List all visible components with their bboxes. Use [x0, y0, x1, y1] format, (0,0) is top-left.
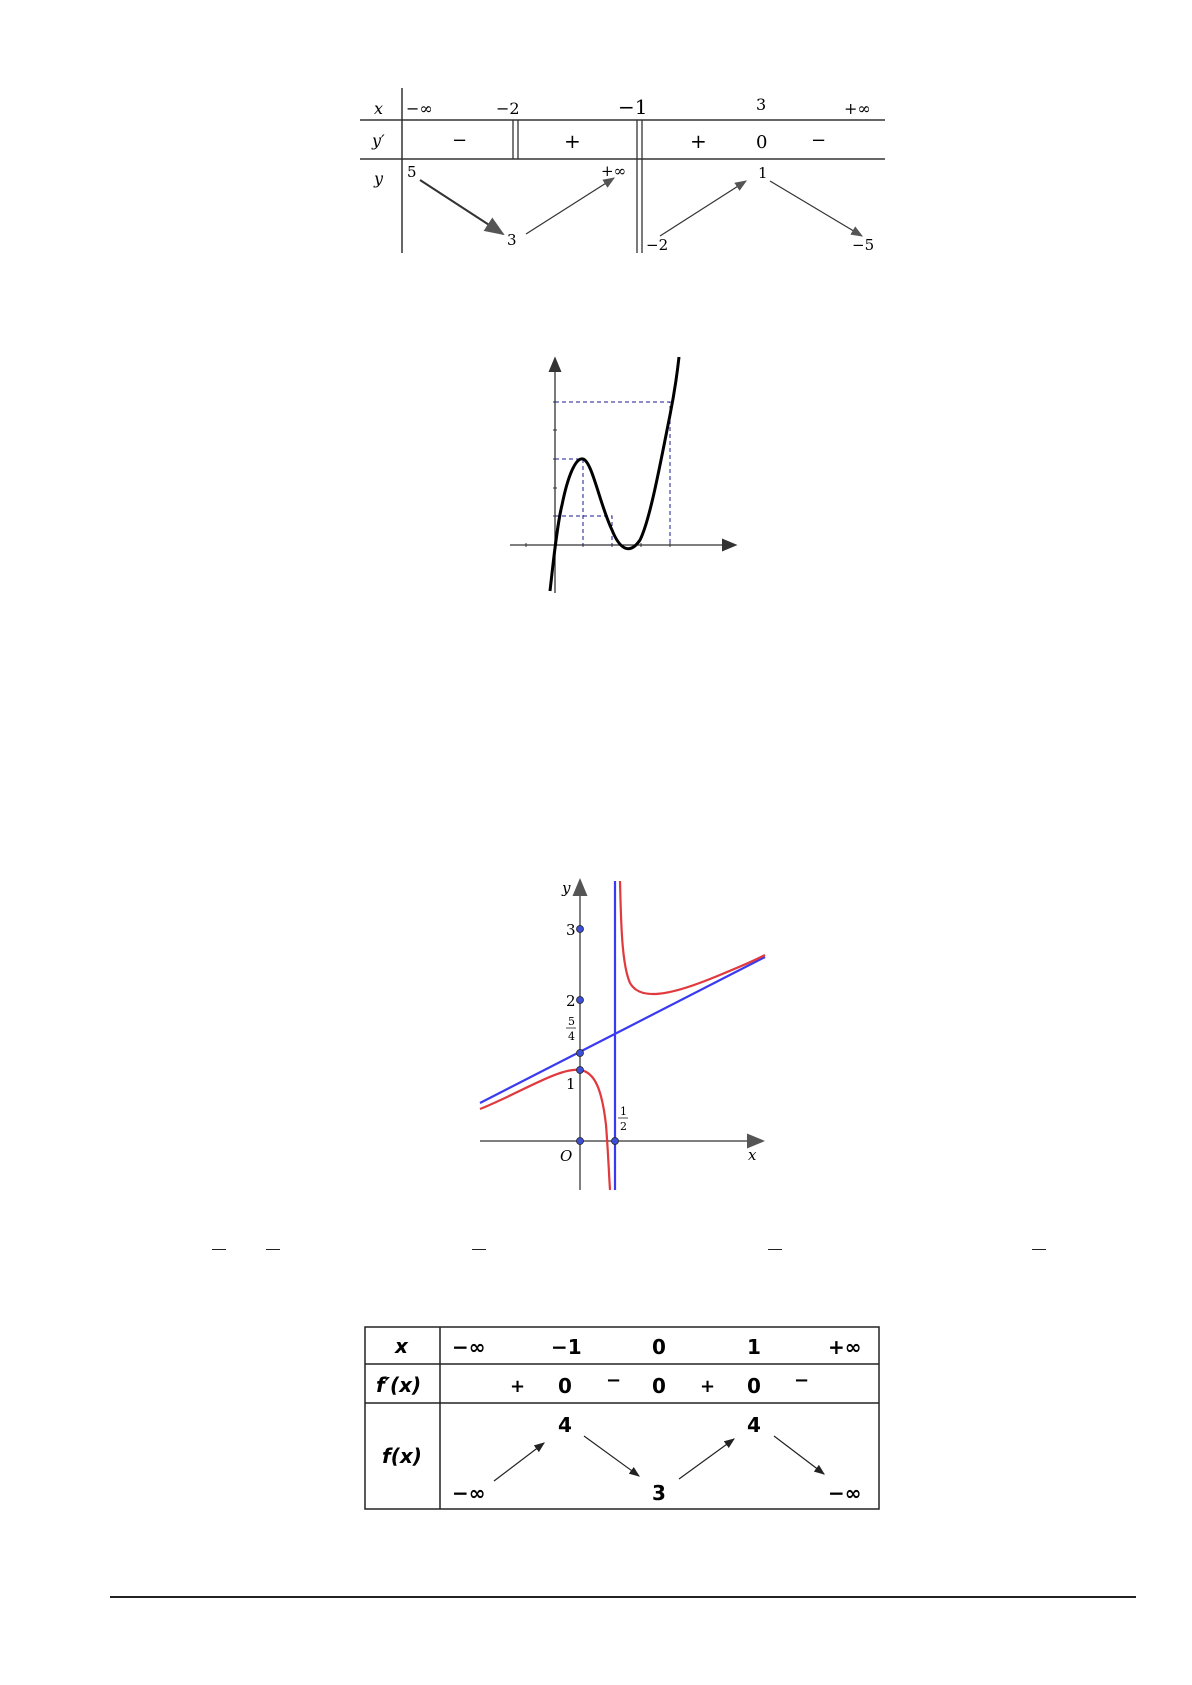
- hyperbola-graph: [470, 875, 770, 1195]
- x-value: +∞: [844, 99, 871, 118]
- variation-table-1: [360, 88, 890, 258]
- sign: 0: [652, 1374, 666, 1398]
- point-y54: [577, 1050, 584, 1057]
- curve-right-branch: [620, 881, 765, 994]
- x-value: 3: [756, 95, 767, 114]
- x-value: −2: [496, 99, 520, 118]
- sign: +: [700, 1376, 716, 1397]
- row-label-derivative: y′: [372, 131, 385, 150]
- y-value: 3: [507, 231, 517, 249]
- sign: −: [811, 130, 827, 151]
- fraction-bar: [768, 1249, 782, 1250]
- fraction-bar: [212, 1249, 226, 1250]
- y-value: 1: [758, 164, 768, 182]
- footer-rule: [110, 1596, 1136, 1598]
- cubic-curve: [550, 357, 679, 591]
- y-value: 5: [407, 163, 417, 181]
- f-value: 3: [652, 1481, 666, 1505]
- sign: +: [690, 129, 707, 153]
- row-label-f: f(x): [382, 1444, 422, 1468]
- y-value: +∞: [601, 162, 627, 180]
- f-value: −∞: [828, 1481, 862, 1505]
- curve-left-branch: [480, 1070, 610, 1190]
- point-y2: [577, 997, 584, 1004]
- cubic-graph: [500, 355, 750, 595]
- y-tick-label: 1: [566, 1075, 576, 1093]
- f-value: 4: [558, 1413, 572, 1437]
- sign: +: [510, 1376, 526, 1397]
- point-x12: [612, 1138, 619, 1145]
- f-value: 4: [747, 1413, 761, 1437]
- variation-table-2: [364, 1326, 882, 1512]
- sign: 0: [558, 1374, 572, 1398]
- x-axis-label: x: [748, 1146, 757, 1164]
- x-value: 1: [747, 1335, 761, 1359]
- origin-label: O: [560, 1147, 573, 1165]
- x-value: 0: [652, 1335, 666, 1359]
- point-y3: [577, 926, 584, 933]
- f-value: −∞: [452, 1481, 486, 1505]
- x-value: +∞: [828, 1335, 862, 1359]
- x-value: −1: [551, 1335, 582, 1359]
- fraction-bar: [266, 1249, 280, 1250]
- frac-numerator: 5: [568, 1015, 575, 1028]
- sign: +: [564, 129, 581, 153]
- x-value: −∞: [406, 99, 433, 118]
- frac-denominator: 2: [620, 1120, 627, 1133]
- row-label-x: x: [395, 1334, 408, 1358]
- y-value: −5: [852, 236, 875, 254]
- row-label-y: y: [374, 169, 384, 188]
- point-origin: [577, 1138, 584, 1145]
- fraction-bar: [472, 1249, 486, 1250]
- frac-numerator: 1: [620, 1105, 627, 1118]
- y-tick-label: 2: [566, 992, 576, 1010]
- sign: 0: [747, 1374, 761, 1398]
- row-label-x: x: [374, 99, 384, 118]
- y-value: −2: [646, 236, 669, 254]
- sign: −: [606, 1370, 622, 1391]
- x-value: −1: [618, 95, 648, 119]
- y-axis-label: y: [562, 879, 571, 897]
- fraction-bar: [1032, 1249, 1046, 1250]
- point-y1: [577, 1067, 584, 1074]
- frac-denominator: 4: [568, 1030, 575, 1043]
- x-value: −∞: [452, 1335, 486, 1359]
- row-label-derivative: f′(x): [376, 1373, 422, 1397]
- y-tick-label: 3: [566, 921, 576, 939]
- sign: −: [794, 1370, 810, 1391]
- sign: 0: [756, 132, 768, 153]
- oblique-asymptote: [480, 957, 765, 1103]
- sign: −: [452, 130, 468, 151]
